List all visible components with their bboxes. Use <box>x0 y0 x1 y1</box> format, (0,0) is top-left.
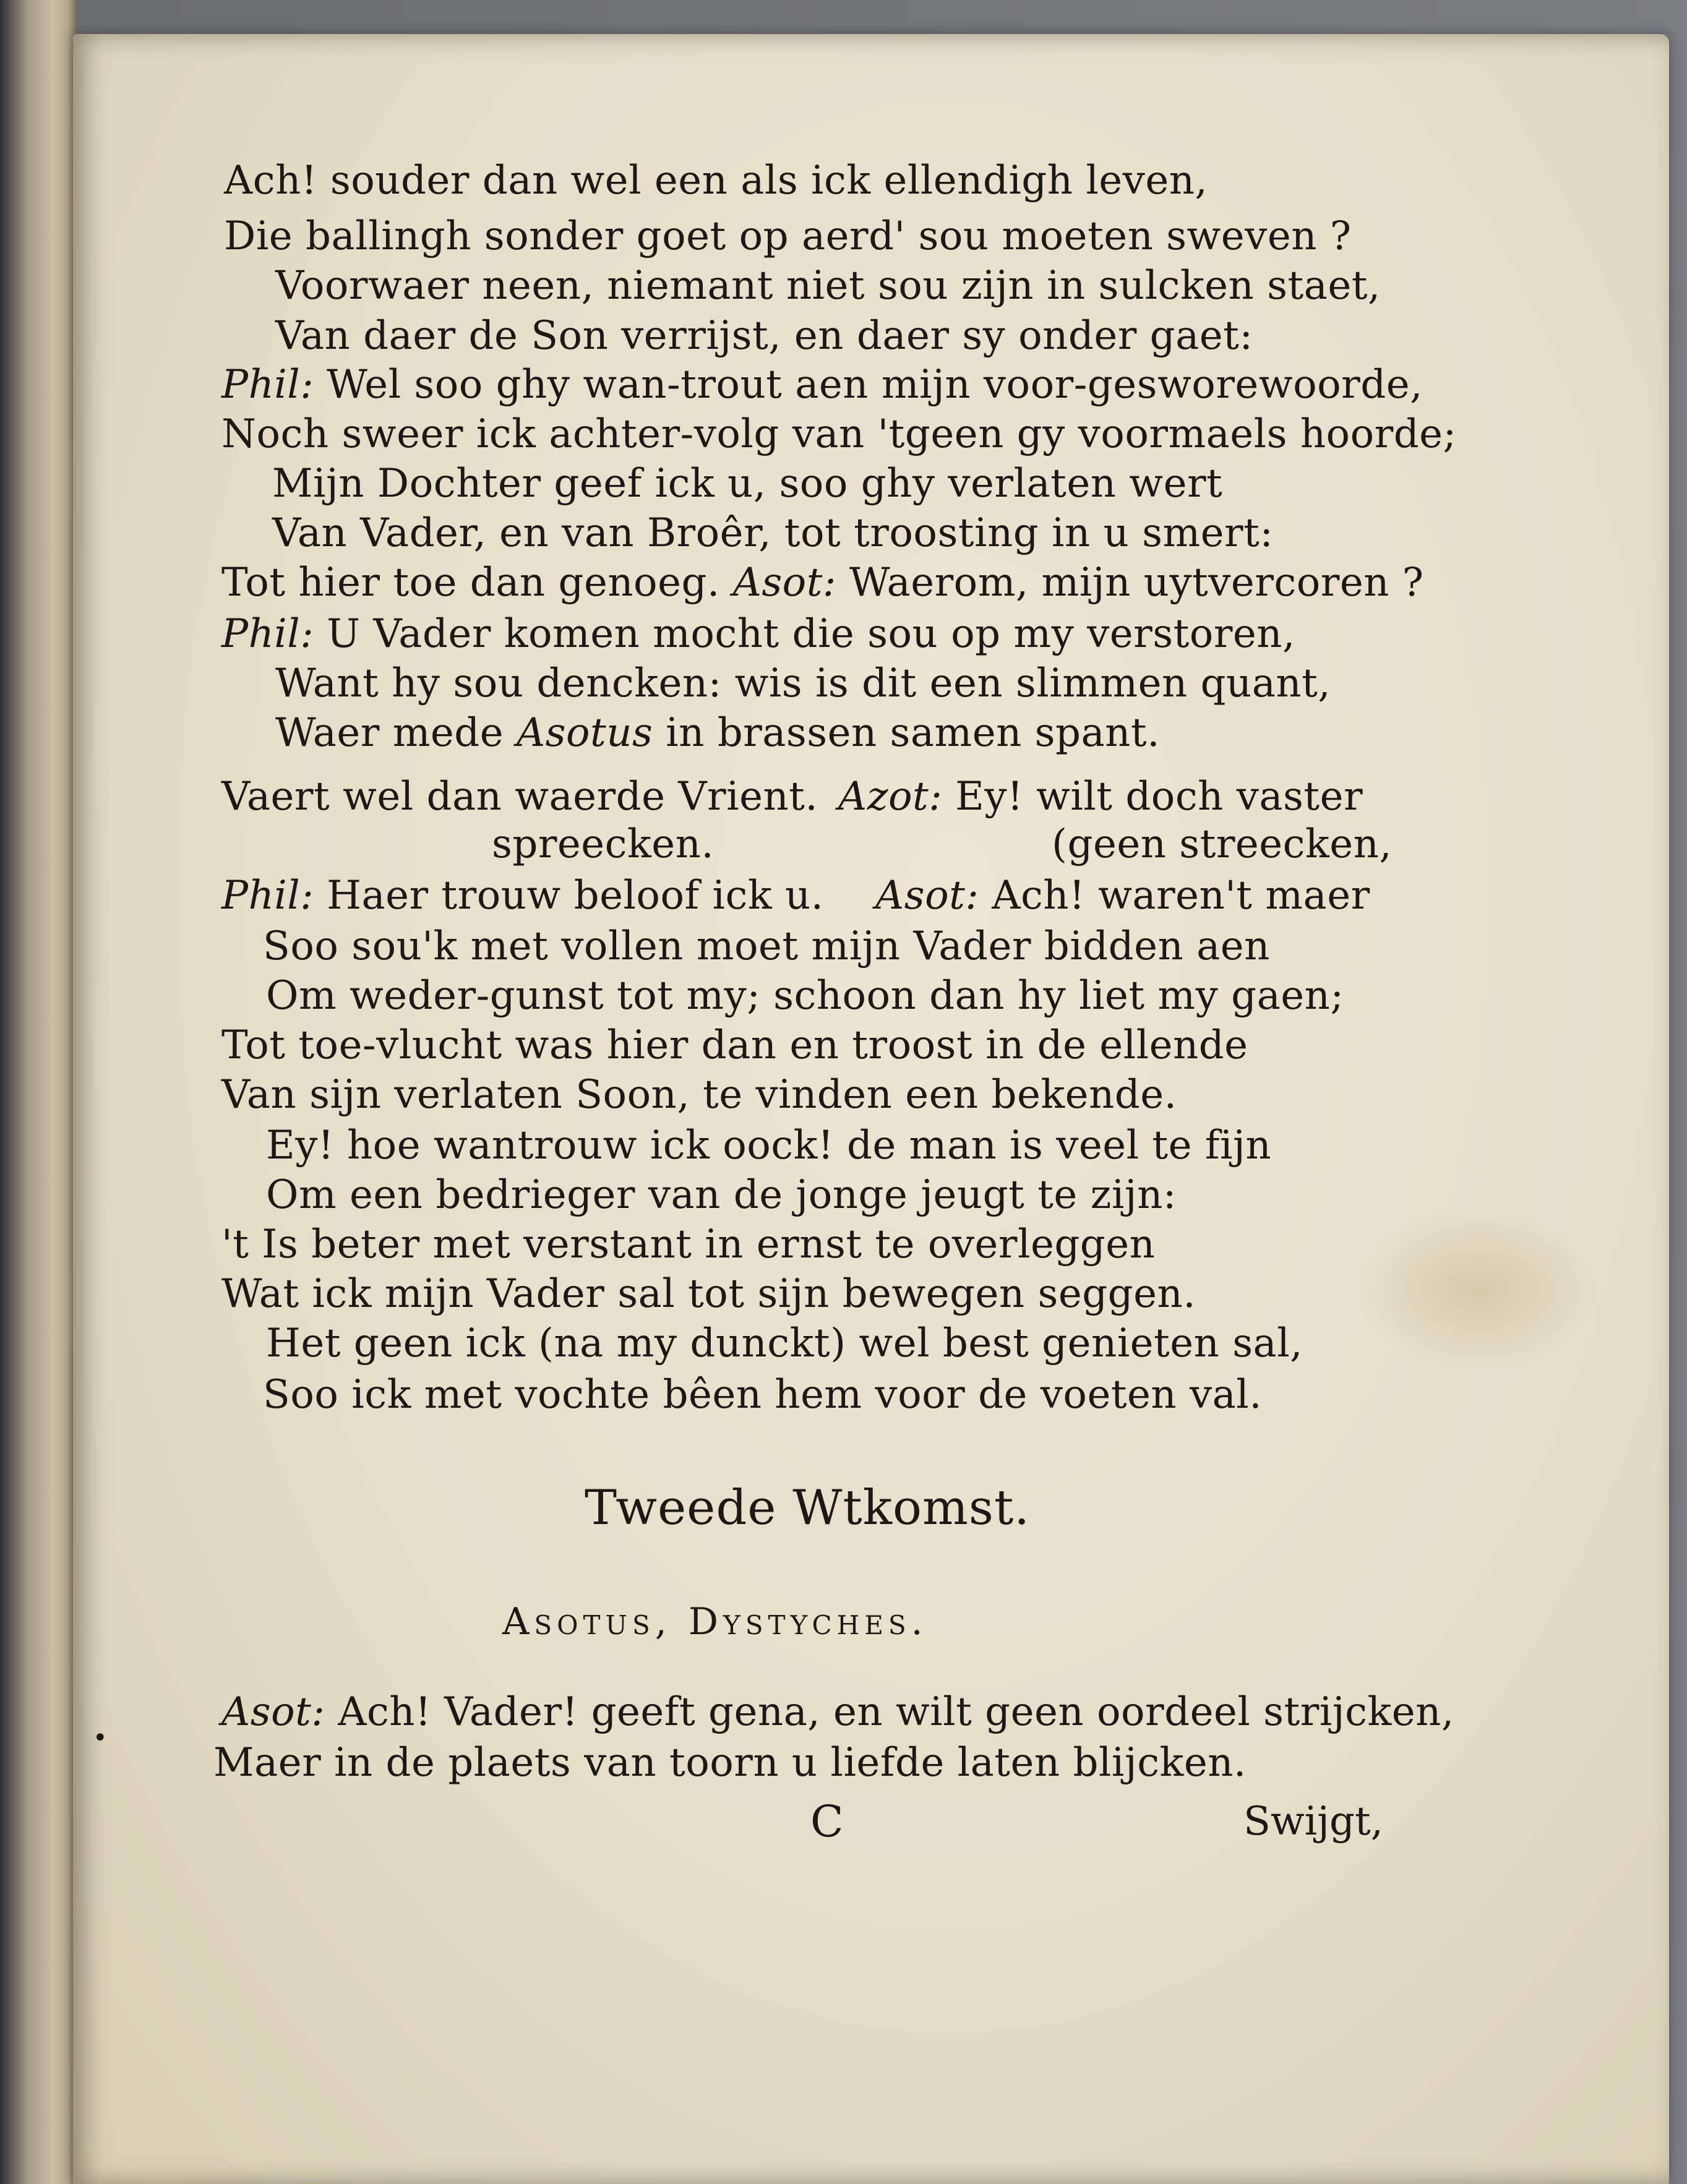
line-text: Haer trouw beloof ick u. <box>327 873 824 919</box>
speaker-label: Phil: <box>221 362 314 408</box>
speaker-label: Asot: <box>221 1689 325 1735</box>
line-text: Ach! souder dan wel een als ick ellendigh leven, <box>224 158 1208 203</box>
verse-line <box>221 558 1424 607</box>
verse-line <box>221 1269 1196 1319</box>
line-text: Maer in de plaets van toorn u liefde laten blijcken. <box>213 1740 1247 1786</box>
verse-line <box>221 360 1423 409</box>
signature-mark: C <box>810 1796 844 1847</box>
speaker-label: Asot: <box>732 560 836 606</box>
speaker-label: Asotus <box>516 710 653 756</box>
verse-line <box>272 459 1222 508</box>
line-text: Het geen ick (na my dunckt) wel best genieten sal, <box>266 1321 1303 1366</box>
line-text: Vaert wel dan waerde Vrient. <box>221 774 818 820</box>
dramatis-personae: Asotus, Dystyches. <box>502 1600 928 1643</box>
verse-line <box>224 212 1352 261</box>
line-text: Voorwaer neen, niemant niet sou zijn in sulcken staet, <box>275 263 1381 309</box>
line-text: Waerom, mijn uytvercoren ? <box>849 560 1424 606</box>
verse-line <box>263 922 1270 971</box>
line-text: Die ballingh sonder goet op aerd' sou moeten sweven ? <box>224 213 1352 259</box>
ink-dot: • <box>93 1724 108 1752</box>
verse-line <box>221 1687 1454 1737</box>
verse-line <box>221 1021 1248 1070</box>
line-text: Om weder-gunst tot my; schoon dan hy liet my gaen; <box>266 973 1344 1019</box>
line-text: Om een bedrieger van de jonge jeugt te zijn: <box>266 1172 1177 1218</box>
verse-line <box>266 1170 1177 1220</box>
verse-line <box>266 1121 1271 1170</box>
line-text: Van daer de Son verrijst, en daer sy onder gaet: <box>275 313 1253 359</box>
line-text: U Vader komen mocht die sou op my verstoren, <box>327 611 1295 657</box>
verse-line <box>266 971 1344 1021</box>
verse-line <box>263 1370 1262 1420</box>
line-text: Van Vader, en van Broêr, tot troosting in u smert: <box>272 510 1274 556</box>
verse-line <box>275 708 1160 758</box>
speaker-label: Phil: <box>221 873 314 919</box>
line-text: Soo ick met vochte bêen hem voor de voeten val. <box>263 1372 1263 1418</box>
line-text: spreecken. <box>492 821 715 867</box>
line-text: Ey! wilt doch vaster <box>955 774 1363 820</box>
line-text: Mijn Dochter geef ick u, soo ghy verlaten wert <box>272 461 1223 507</box>
verse-line <box>275 659 1331 708</box>
verse-line <box>221 409 1457 459</box>
verse-line <box>221 609 1295 659</box>
verse-line-right <box>1052 820 1392 869</box>
line-text: Soo sou'k met vollen moet mijn Vader bidden aen <box>263 923 1270 969</box>
speaker-label: Asot: <box>875 873 979 919</box>
line-text: Van sijn verlaten Soon, te vinden een bekende. <box>221 1072 1177 1118</box>
line-text: 't Is beter met verstant in ernst te overleggen <box>221 1222 1156 1267</box>
line-text: Ach! Vader! geeft gena, en wilt geen oordeel strijcken, <box>338 1689 1454 1735</box>
verse-line <box>224 156 1208 205</box>
line-text: Noch sweer ick achter-volg van 'tgeen gy voormaels hoorde; <box>221 411 1457 457</box>
line-text: in brassen samen spant. <box>666 710 1160 756</box>
line-text: Tot toe-vlucht was hier dan en troost in de ellende <box>221 1022 1248 1068</box>
line-text: Tot hier toe dan genoeg. <box>221 560 720 606</box>
line-text: Wat ick mijn Vader sal tot sijn bewegen seggen. <box>221 1271 1196 1317</box>
verse-line <box>213 1738 1247 1788</box>
line-text: Ach! waren't maer <box>992 873 1370 919</box>
verse-line <box>275 261 1381 310</box>
speaker-label: Azot: <box>838 774 943 820</box>
scene-heading: Tweede Wtkomst. <box>585 1480 1031 1536</box>
verse-line <box>221 772 818 821</box>
catchword: Swijgt, <box>1243 1799 1383 1844</box>
speaker-label: Phil: <box>221 611 314 657</box>
verse-line-right <box>838 772 1363 821</box>
line-text: Waer mede <box>275 710 504 756</box>
line-text: Want hy sou dencken: wis is dit een slimmen quant, <box>275 661 1331 706</box>
verse-line-right <box>875 871 1370 920</box>
verse-line <box>492 820 714 869</box>
line-text: Ey! hoe wantrouw ick oock! de man is veel te fijn <box>266 1123 1272 1168</box>
verse-line <box>266 1319 1303 1368</box>
verse-line <box>272 508 1273 558</box>
line-text: Wel soo ghy wan-trout aen mijn voor-gesworewoorde, <box>327 362 1423 408</box>
verse-line <box>221 1070 1177 1120</box>
verse-line <box>221 1220 1155 1269</box>
verse-line <box>221 871 824 920</box>
verse-line <box>275 311 1253 361</box>
line-text: (geen streecken, <box>1052 821 1393 867</box>
